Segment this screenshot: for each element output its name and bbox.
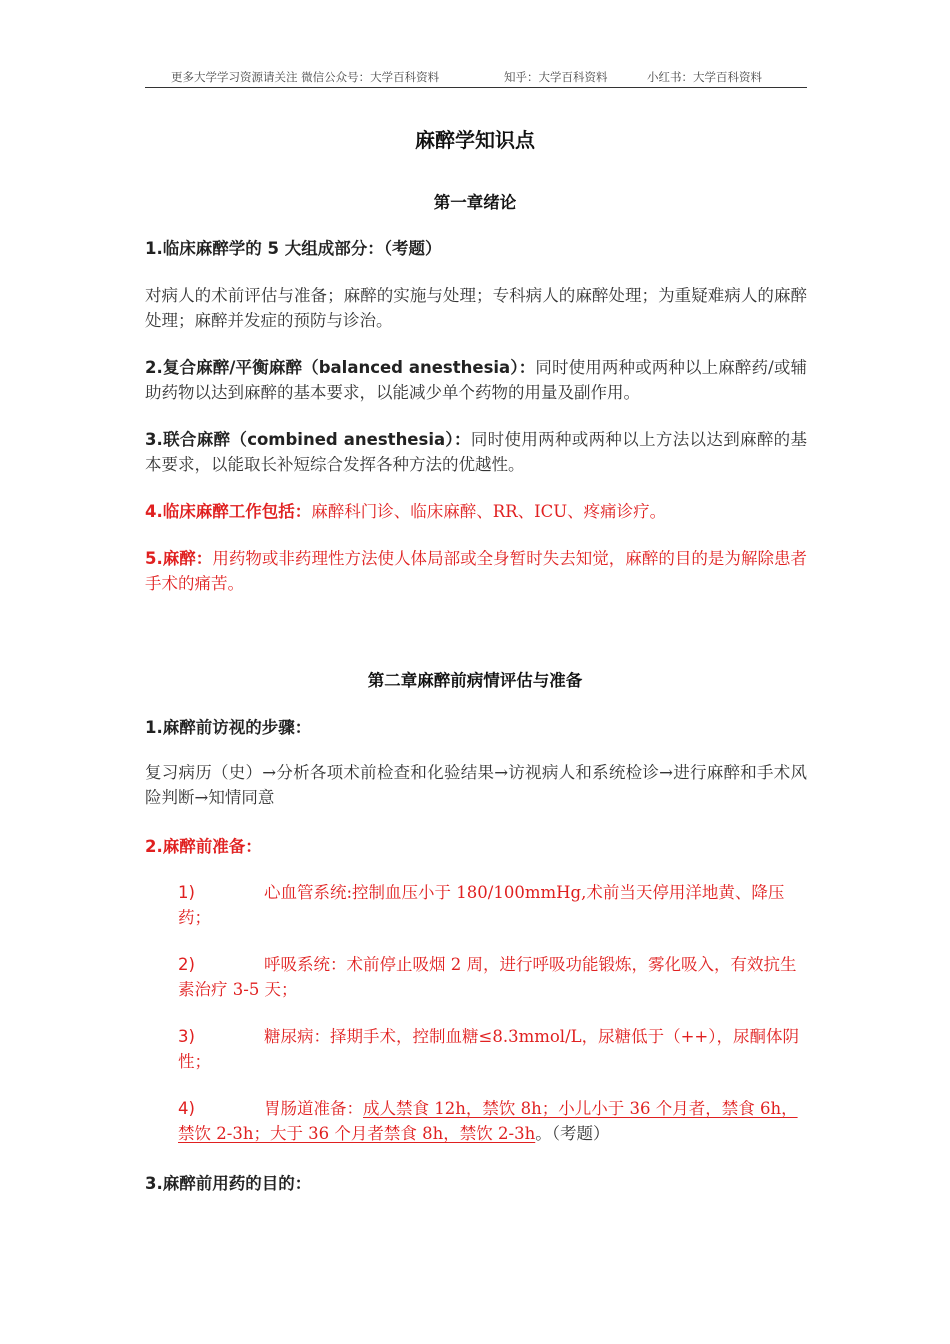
ch1-section-4-body: 麻醉科门诊、临床麻醉、RR、ICU、疼痛诊疗。: [311, 502, 667, 521]
prep-item-2-number: 2): [178, 955, 195, 974]
ch1-section-3-label: 3.联合麻醉（combined anesthesia）：: [145, 430, 471, 449]
ch1-section-4: [145, 499, 807, 524]
prep-item-4-label: 胃肠道准备：: [264, 1099, 363, 1118]
prep-item-3-number: 3): [178, 1027, 195, 1046]
prep-item-2: [178, 952, 808, 1002]
prep-item-4-fasting-rules: 成人禁食 12h，禁饮 8h；小儿小于 36 个月者，禁食 6h，禁饮 2-3h；大于 36 个月者禁食 8h，禁饮 2-3h: [178, 1099, 798, 1143]
ch1-section-5-label: 5.麻醉：: [145, 549, 213, 568]
prep-item-1: [178, 880, 808, 930]
prep-item-1-text: 心血管系统:控制血压小于 180/100mmHg,术前当天停用洋地黄、降压药；: [178, 883, 785, 927]
header-wechat-note: 更多大学学习资源请关注 微信公众号：大学百科资料: [171, 70, 440, 84]
ch1-section-5-body: 用药物或非药理性方法使人体局部或全身暂时失去知觉，麻醉的目的是为解除患者手术的痛苦。: [145, 549, 808, 593]
prep-item-3-text: 糖尿病：择期手术，控制血糖≤8.3mmol/L，尿糖低于（++），尿酮体阴性；: [178, 1027, 799, 1071]
chapter-2-title: 第二章麻醉前病情评估与准备: [367, 671, 583, 690]
ch2-section-3-heading: 3.麻醉前用药的目的：: [145, 1174, 312, 1193]
ch2-section-1-body: 复习病历（史）→分析各项术前检查和化验结果→访视病人和系统检诊→进行麻醉和手术风险判断→知情同意: [145, 763, 807, 807]
prep-item-4-exam-note: （考题）: [551, 1124, 610, 1143]
ch1-section-2-body: 同时使用两种或两种以上麻醉药/或辅助药物以达到麻醉的基本要求，以能减少单个药物的用量及副作用。: [145, 358, 807, 402]
header-zhihu-note: 知乎：大学百科资料: [504, 70, 608, 84]
header-xiaohongshu-note: 小红书：大学百科资料: [647, 70, 762, 84]
ch1-section-2-label: 2.复合麻醉/平衡麻醉（balanced anesthesia）：: [145, 358, 536, 377]
ch2-section-1-heading: 1.麻醉前访视的步骤：: [145, 718, 312, 737]
prep-item-4-number: 4): [178, 1099, 195, 1118]
ch1-section-2: [145, 355, 807, 405]
ch1-section-1-heading: 1.临床麻醉学的 5 大组成部分：（考题）: [145, 239, 442, 258]
ch1-section-3-body: 同时使用两种或两种以上方法以达到麻醉的基本要求，以能取长补短综合发挥各种方法的优越性。: [145, 430, 807, 474]
ch1-section-3: [145, 427, 807, 477]
ch1-section-4-label: 4.临床麻醉工作包括：: [145, 502, 312, 521]
ch1-section-1-body: 对病人的术前评估与准备；麻醉的实施与处理；专科病人的麻醉处理；为重疑难病人的麻醉处理；麻醉并发症的预防与诊治。: [145, 286, 807, 330]
prep-item-4-period: 。: [535, 1124, 552, 1143]
chapter-1-title: 第一章绪论: [433, 193, 517, 212]
prep-item-2-text: 呼吸系统：术前停止吸烟 2 周，进行呼吸功能锻炼，雾化吸入，有效抗生素治疗 3-5 天；: [178, 955, 797, 999]
ch1-section-5: [145, 546, 807, 596]
page-header: [145, 67, 807, 88]
prep-item-1-number: 1): [178, 883, 195, 902]
document-title: 麻醉学知识点: [415, 128, 535, 152]
prep-item-4: [178, 1096, 808, 1146]
ch2-section-2-heading: 2.麻醉前准备：: [145, 837, 262, 856]
prep-item-3: [178, 1024, 808, 1074]
